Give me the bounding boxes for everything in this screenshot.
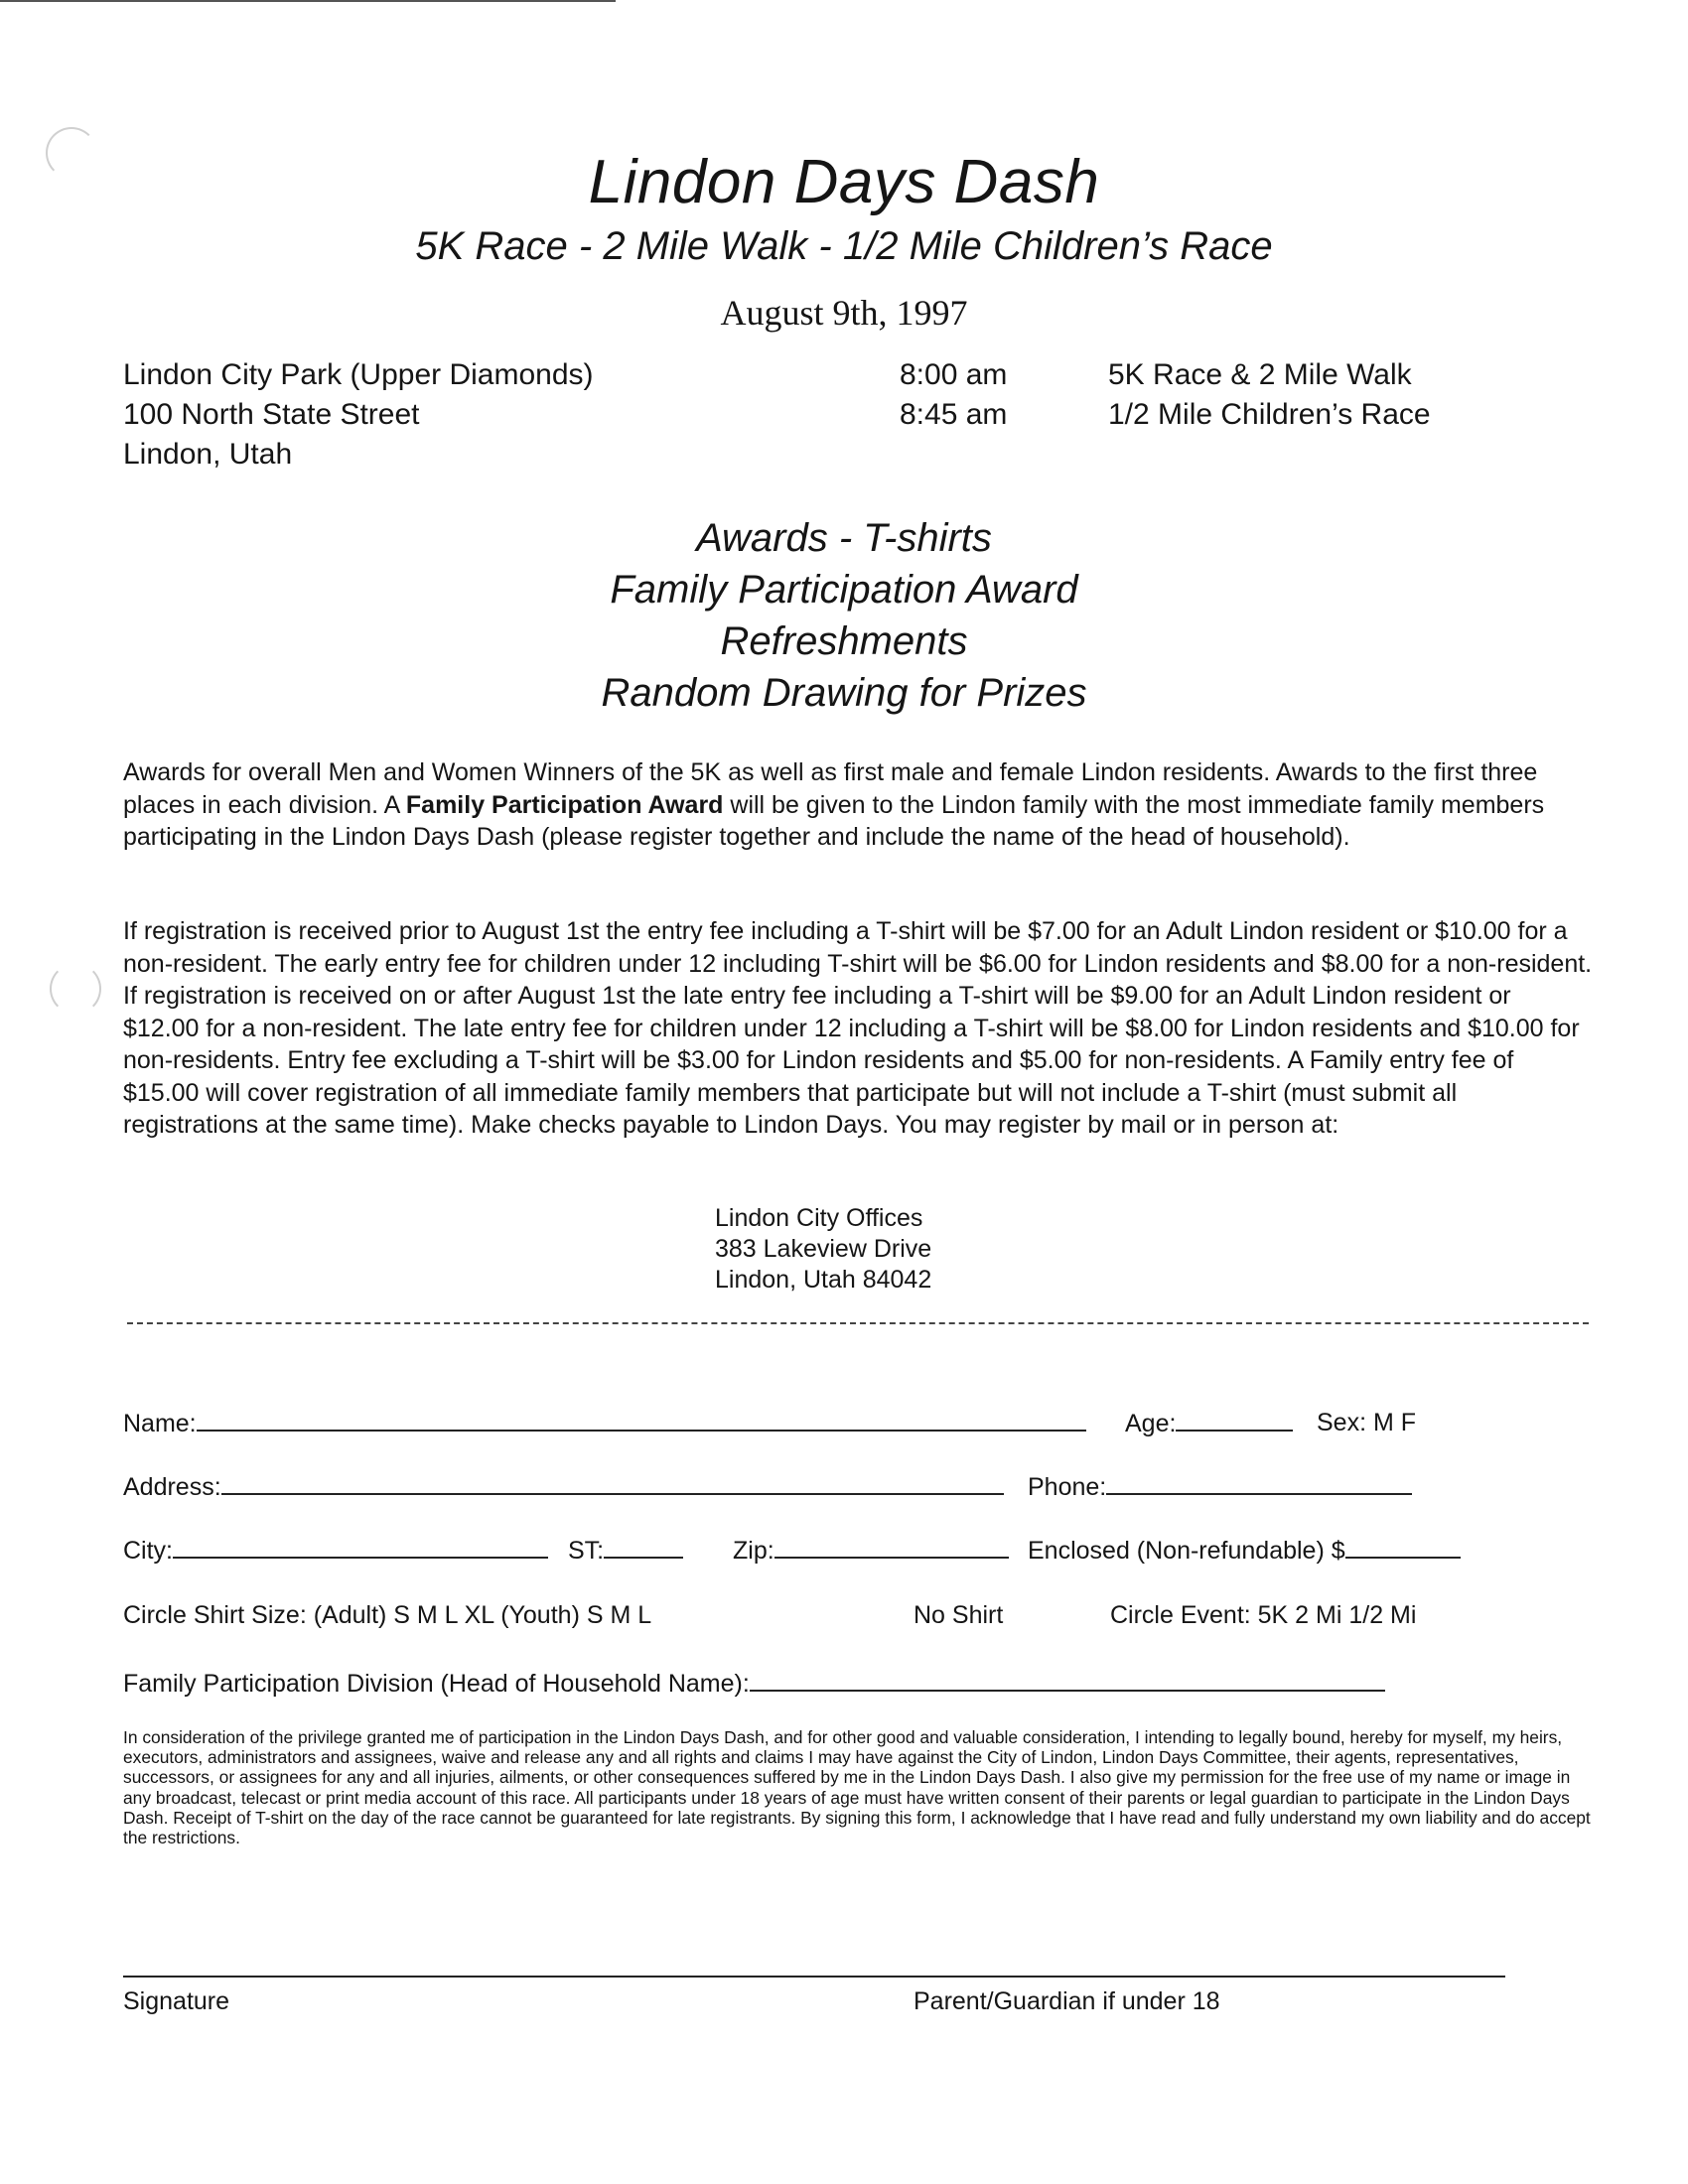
awards-text: Awards for overall Men and Women Winners of the 5K as well as first male and female Lindon residents. Awards to the first three places in each division. A (123, 758, 1538, 819)
guardian-label: Parent/Guardian if under 18 (914, 1987, 1220, 2015)
family-row (123, 1668, 1385, 1699)
schedule-event: 5K Race & 2 Mile Walk (1108, 358, 1412, 391)
address-line: Lindon, Utah 84042 (715, 1266, 932, 1294)
schedule-event: 1/2 Mile Children’s Race (1108, 398, 1431, 431)
address-row (123, 1471, 1004, 1502)
awards-paragraph (123, 756, 1593, 854)
address-line: 383 Lakeview Drive (715, 1235, 932, 1263)
age-label: Age: (1125, 1410, 1177, 1437)
location-line: Lindon, Utah (123, 438, 293, 471)
age-field[interactable] (1176, 1408, 1293, 1432)
enclosed-amount-field[interactable] (1345, 1535, 1461, 1559)
city-field[interactable] (173, 1535, 548, 1559)
name-label: Name: (123, 1410, 197, 1437)
phone-field[interactable] (1106, 1471, 1412, 1495)
phone-row (1028, 1471, 1412, 1502)
head-of-household-field[interactable] (750, 1668, 1385, 1692)
sex-option[interactable]: Sex: M F (1317, 1409, 1417, 1436)
schedule-events (1108, 355, 1431, 435)
event-options[interactable]: Circle Event: 5K 2 Mi 1/2 Mi (1110, 1601, 1417, 1629)
state-row (568, 1535, 683, 1566)
city-row (123, 1535, 548, 1566)
zip-label: Zip: (733, 1537, 774, 1565)
name-field[interactable] (197, 1408, 1086, 1432)
signature-label: Signature (123, 1987, 230, 2015)
highlight-item: Refreshments (720, 619, 968, 663)
enclosed-label: Enclosed (Non-refundable) $ (1028, 1537, 1345, 1565)
event-location (123, 355, 594, 475)
family-label: Family Participation Division (Head of Household Name): (123, 1670, 750, 1698)
highlight-item: Awards - T-shirts (696, 516, 992, 560)
shirt-size-options[interactable]: Circle Shirt Size: (Adult) S M L XL (Youth) S M L (123, 1601, 652, 1629)
tear-off-divider (127, 1322, 1589, 1324)
zip-row (733, 1535, 1009, 1566)
city-label: City: (123, 1537, 173, 1565)
zip-field[interactable] (774, 1535, 1009, 1559)
schedule-times (900, 355, 1007, 435)
location-line: Lindon City Park (Upper Diamonds) (123, 358, 594, 391)
highlight-item: Random Drawing for Prizes (601, 671, 1087, 715)
event-date: August 9th, 1997 (720, 293, 968, 333)
highlight-item: Family Participation Award (610, 568, 1078, 612)
name-row (123, 1408, 1086, 1438)
schedule-time: 8:45 am (900, 398, 1008, 431)
location-line: 100 North State Street (123, 398, 420, 431)
address-field[interactable] (221, 1471, 1004, 1495)
fee-paragraph: If registration is received prior to August 1st the entry fee including a T-shirt will be $7.00 for an Adult Lindon resident or $10.00 for a non-resident. The early entry fee for children under 12 including T-shirt will be $6.00 for Lindon residents and $8.00 for a non-resident. If registration is received on or after August 1st the late entry fee including a T-shirt will be $9.00 for an Adult Lindon resident or $12.00 for a non-resident. The late entry fee for children under 12 including a T-shirt will be $8.00 for Lindon residents and $10.00 for non-residents. Entry fee excluding a T-shirt will be $3.00 for Lindon residents and $5.00 for non-residents. A Family entry fee of $15.00 will cover registration of all immediate family members that participate but will not include a T-shirt (must submit all registrations at the same time). Make checks payable to Lindon Days. You may register by mail or in person at: (123, 917, 1593, 1139)
awards-text: will be given to the Lindon family with the most immediate family members participating in the Lindon Days Dash (please register together and include the name of the head of household). (123, 790, 1545, 851)
age-row (1125, 1408, 1293, 1438)
page-title: Lindon Days Dash (588, 148, 1100, 216)
address-line: Lindon City Offices (715, 1204, 923, 1232)
page-subtitle: 5K Race - 2 Mile Walk - 1/2 Mile Children’s Race (415, 224, 1273, 268)
signature-line[interactable] (123, 1976, 1505, 1978)
scan-edge-line (0, 0, 616, 2)
punch-hole-mark (50, 963, 101, 1015)
highlights-list (0, 512, 1688, 719)
liability-waiver: In consideration of the privilege granted me of participation in the Lindon Days Dash, and for other good and valuable consideration, I intending to legally bound, hereby for myself, my heirs, executors, administrators and assignees, waive and release any and all rights and claims I may have against the City of Lindon, Lindon Days Committee, their agents, representatives, successors, or assignees for any and all injuries, ailments, or other consequences suffered by me in the Lindon Days Dash. I also give my permission for the free use of my name or image in any broadcast, telecast or print media account of this race. All participants under 18 years of age must have written consent of their parents or legal guardian to participate in the Lindon Days Dash. Receipt of T-shirt on the day of the race cannot be guaranteed for late registrants. By signing this form, I acknowledge that I have read and fully understand my own liability and do accept the restrictions. (123, 1727, 1591, 1848)
phone-label: Phone: (1028, 1473, 1107, 1501)
state-field[interactable] (604, 1535, 683, 1559)
no-shirt-option[interactable]: No Shirt (914, 1601, 1004, 1629)
family-award-emphasis: Family Participation Award (405, 790, 724, 819)
enclosed-row (1028, 1535, 1461, 1566)
state-label: ST: (568, 1537, 605, 1565)
mail-address (715, 1203, 931, 1296)
schedule-time: 8:00 am (900, 358, 1008, 391)
address-label: Address: (123, 1473, 221, 1501)
